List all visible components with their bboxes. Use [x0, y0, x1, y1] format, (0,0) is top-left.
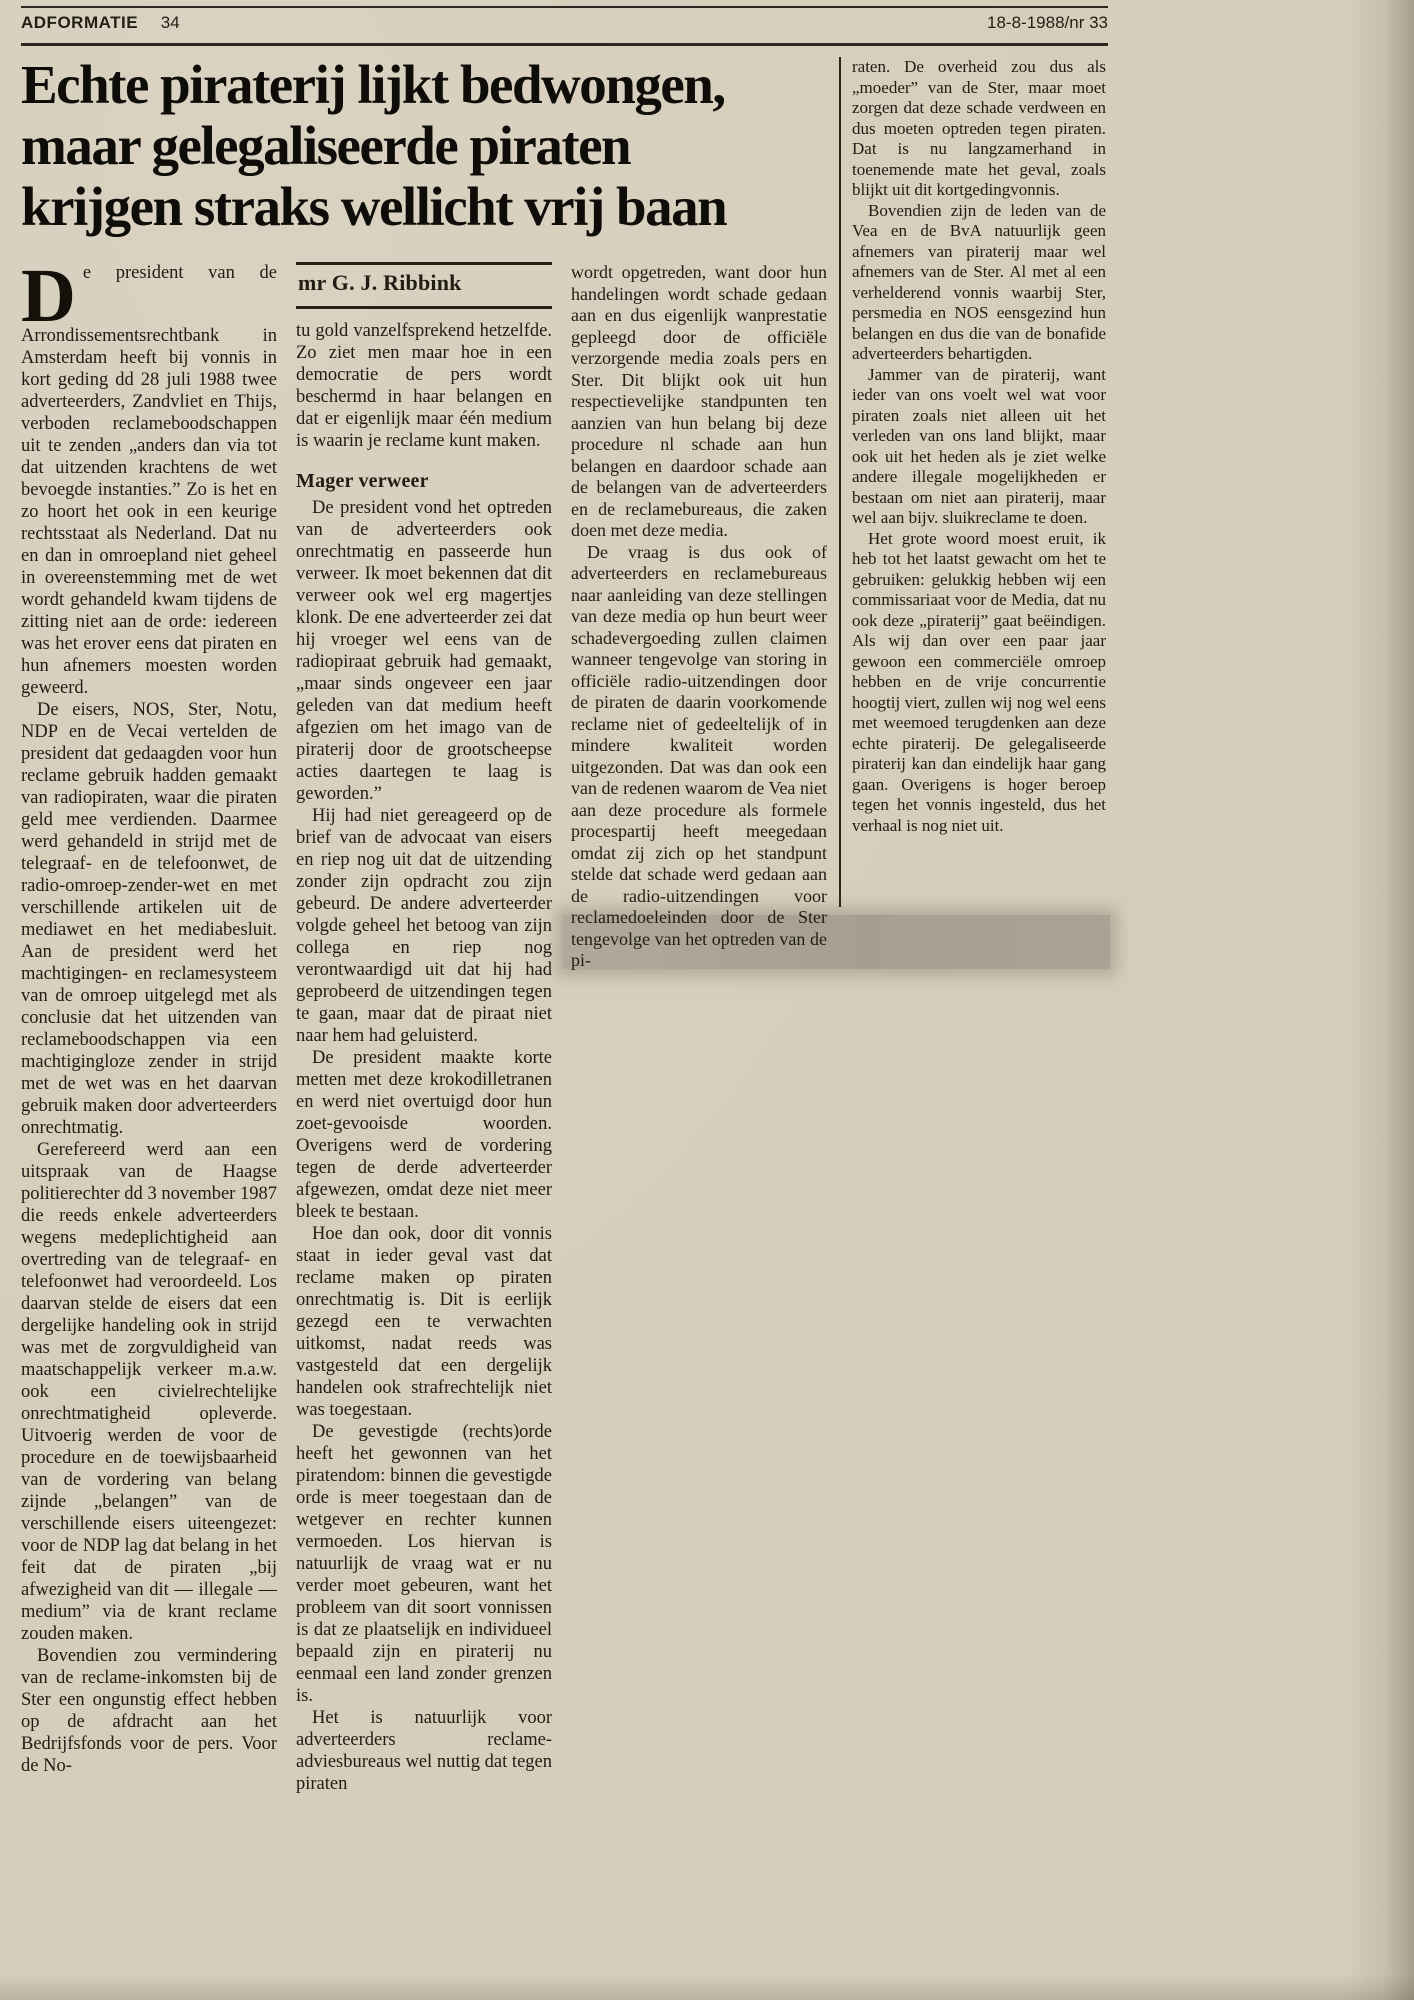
paragraph: De president van de Arrondissementsrechtbank in Amsterdam heeft bij vonnis in kort geding dd 28 juli 1988 twee adverteerders, Zandvliet en Thijs, verboden reclameboodschappen uit te zenden „anders dan via tot dat uitzenden krachtens de wet bevoegde instanties.” Zo is het en zo hoort het ook in een keurige rechtsstaat als Nederland. Dat nu en dan in omroepland niet geheel in overeenstemming met de wet wordt gehandeld kwam tijdens de zitting niet aan de orde: iedereen was het erover eens dat piraten en hun afnemers moesten worden geweerd.: [21, 254, 277, 698]
headline-line-2: maar gelegaliseerde piraten: [21, 115, 631, 176]
masthead-rule: [21, 43, 1108, 46]
issue-date: 18-8-1988/nr 33: [987, 13, 1108, 32]
article-headline: [21, 54, 837, 237]
column-3-text: [571, 262, 827, 972]
paragraph: Het is natuurlijk voor adverteerders reclame-adviesbureaus wel nuttig dat tegen piraten: [296, 1708, 552, 1794]
paragraph: De eisers, NOS, Ster, Notu, NDP en de Vecai vertelden de president dat gedaagden voor hun reclame gebruik hadden gemaakt van radiopiraten, waar die piraten geld mee verdienden. Daarmee werd gehandeld in strijd met de telegraaf- en de telefoonwet, de radio-omroep-zender-wet en met verschillende artikelen uit de mediawet en het mediabesluit. Aan de president werd het machtigingen- en reclamesysteem van de omroep uitgelegd met als conclusie dat het uitzenden van reclameboodschappen via een machtigingloze zender in strijd met de wet was en het daarvan gebruik maken door adverteerders onrechtmatig.: [21, 700, 277, 1138]
paragraph: Bovendien zijn de leden van de Vea en de BvA natuurlijk geen afnemers van piraterij maar wel afnemers van de Ster. Al met al een verhelderend vonnis waarbij Ster, persmedia en NOS eensgezind hun belangen en dus die van de bonafide adverteerders behartigden.: [852, 200, 1106, 363]
column-4-text: [852, 57, 1106, 836]
page-number: 34: [160, 13, 180, 32]
magazine-title: ADFORMATIE: [21, 13, 139, 32]
paragraph: Hoe dan ook, door dit vonnis staat in ieder geval vast dat reclame maken op piraten onrechtmatig is. Dit is eerlijk gezegd een te verwachten uitkomst, nadat reeds was vastgesteld dat een dergelijk handelen ook strafrechtelijk niet was toegestaan.: [296, 1224, 552, 1420]
column-1: [21, 254, 277, 1777]
column-4: [852, 57, 1106, 836]
byline-box: [296, 262, 552, 309]
paragraph: Jammer van de piraterij, want ieder van ons voelt wel wat voor piraten zoals niet alleen uit het verleden van ons land blijkt, maar ook uit het heden als je ziet welke andere illegale mogelijkheden er bestaan om niet aan piraterij, maar wel aan bijv. sluikreclame te doen.: [852, 364, 1106, 527]
headline-line-1: Echte piraterij lijkt bedwongen,: [21, 54, 725, 115]
masthead-left: [21, 13, 180, 33]
paragraph: De vraag is dus ook of adverteerders en reclamebureaus naar aanleiding van deze stellingen van deze media op hun beurt weer schadevergoeding zullen claimen wanneer tengevolge van storing in officiële radio-uitzendingen door de piraten de daarin voorkomende reclame niet of gedeeltelijk of in mindere kwaliteit worden uitgezonden. Dat was dan ook een van de redenen waarom de Vea niet aan deze procedure als formele procespartij heeft meegedaan omdat zij zich op het standpunt stelde dat schade werd gedaan aan de radio-uitzendingen voor reclamedoeleinden door de Ster tengevolge van het optreden van de pi-: [571, 541, 827, 970]
paragraph: Gerefereerd werd aan een uitspraak van de Haagse politierechter dd 3 november 1987 die reeds enkele adverteerders wegens medeplichtigheid aan overtreding van de telegraaf- en telefoonwet had veroordeeld. Los daarvan stelde de eisers dat een dergelijke handeling ook in strijd was met de zorgvuldigheid van maatschappelijk verkeer m.a.w. ook een civielrechtelijke onrechtmatigheid opleverde. Uitvoerig werden de voor de procedure en de toewijsbaarheid van de vordering van belang zijnde „belangen” van de verschillende eisers uiteengezet: voor de NDP lag dat belang in het feit dat de piraten „bij afwezigheid van dit — illegale — medium” via de krant reclame zouden maken.: [21, 1140, 277, 1644]
paragraph: Het grote woord moest eruit, ik heb tot het laatst gewacht om het te gebruiken: gelukkig hebben wij een commissariaat voor de Media, dat nu ook deze „piraterij” gaat beëindigen. Als wij dan over een paar jaar gewoon een commerciële omroep hebben en de vrije concurrentie hoogtij viert, zullen wij nog wel eens met weemoed terugdenken aan deze echte piraterij. De gelegaliseerde piraterij kan dan eindelijk haar gang gaan. Overigens is hoger beroep tegen het vonnis ingesteld, dus het verhaal is nog niet uit.: [852, 528, 1106, 835]
masthead: [21, 13, 1108, 33]
author-byline: mr G. J. Ribbink: [298, 270, 462, 295]
paragraph: Hij had niet gereageerd op de brief van de advocaat van eisers en riep nog uit dat de uitzending zonder zijn opdracht zou zijn gebeurd. De andere adverteerder volgde geheel het betoog van zijn collega en riep nog verontwaardigd uit dat hij had geprobeerd de uitzendingen tegen te gaan, maar dat de piraat niet naar hem had geluisterd.: [296, 806, 552, 1046]
paragraph: De president maakte korte metten met deze krokodilletranen en werd niet overtuigd door hun zoet-gevooisde woorden. Overigens werd de vordering tegen de derde adverteerder afgewezen, omdat deze niet meer bleek te bestaan.: [296, 1048, 552, 1222]
paragraph: De president vond het optreden van de adverteerders ook onrechtmatig en passeerde hun verweer. Ik moet bekennen dat dit verweer ook wel erg magertjes klonk. De ene adverteerder zei dat hij vroeger wel eens van de radiopiraat gebruik had gemaakt, „maar sinds ongeveer een jaar geleden van dat medium heeft afgezien om het imago van de piraterij door de grootscheepse acties daartegen te laag is geworden.”: [296, 498, 552, 804]
paragraph: tu gold vanzelfsprekend hetzelfde. Zo ziet men maar hoe in een democratie de pers wordt beschermd in haar belangen en dat er eigenlijk maar één medium is waarin je reclame kunt maken.: [296, 321, 552, 451]
column-1-text: [21, 254, 277, 1777]
paragraph: wordt opgetreden, want door hun handelingen wordt schade gedaan aan en dus eigenlijk wanprestatie gepleegd door de officiële verzorgende media zoals pers en Ster. Dit blijkt ook uit hun respectievelijke standpunten ten aanzien van hun belang bij deze procedure nl schade aan hun belangen en daardoor schade aan de belangen van de adverteerders en de reclamebureaus, die zaken doen met deze media.: [571, 262, 827, 540]
page-edge-shadow-bottom: [0, 1974, 1414, 2000]
paragraph: De gevestigde (rechts)orde heeft het gewonnen van het piratendom: binnen die gevestigde orde is meer toegestaan dan de wetgever en rechter kunnen vermoeden. Los hiervan is natuurlijk de vraag wat er nu verder moet gebeuren, want het probleem van dit soort vonnissen is dat ze plaatselijk en individueel bepaald zijn en piraterij nu eenmaal een land zonder grenzen is.: [296, 1422, 552, 1706]
top-rule: [21, 6, 1108, 8]
column-2-text: [296, 497, 552, 1795]
column-2-lead: [296, 320, 552, 452]
column-divider-rule: [839, 57, 841, 907]
headline-line-3: krijgen straks wellicht vrij baan: [21, 176, 727, 237]
paragraph: Bovendien zou vermindering van de reclame-inkomsten bij de Ster een ongunstig effect hebben op de afdracht aan het Bedrijfsfonds voor de pers. Voor de No-: [21, 1646, 277, 1776]
column-3: [571, 262, 827, 972]
page-edge-shadow-right: [1344, 0, 1414, 2000]
column-2: [296, 262, 552, 1795]
subheading: Mager verweer: [296, 470, 429, 492]
paragraph: raten. De overheid zou dus als „moeder” van de Ster, maar moet zorgen dat deze schade verdween en dus moeten optreden tegen piraten. Dat is nu langzamerhand in toenemende mate het geval, zoals blijkt uit dit kortgedingvonnis.: [852, 57, 1106, 199]
